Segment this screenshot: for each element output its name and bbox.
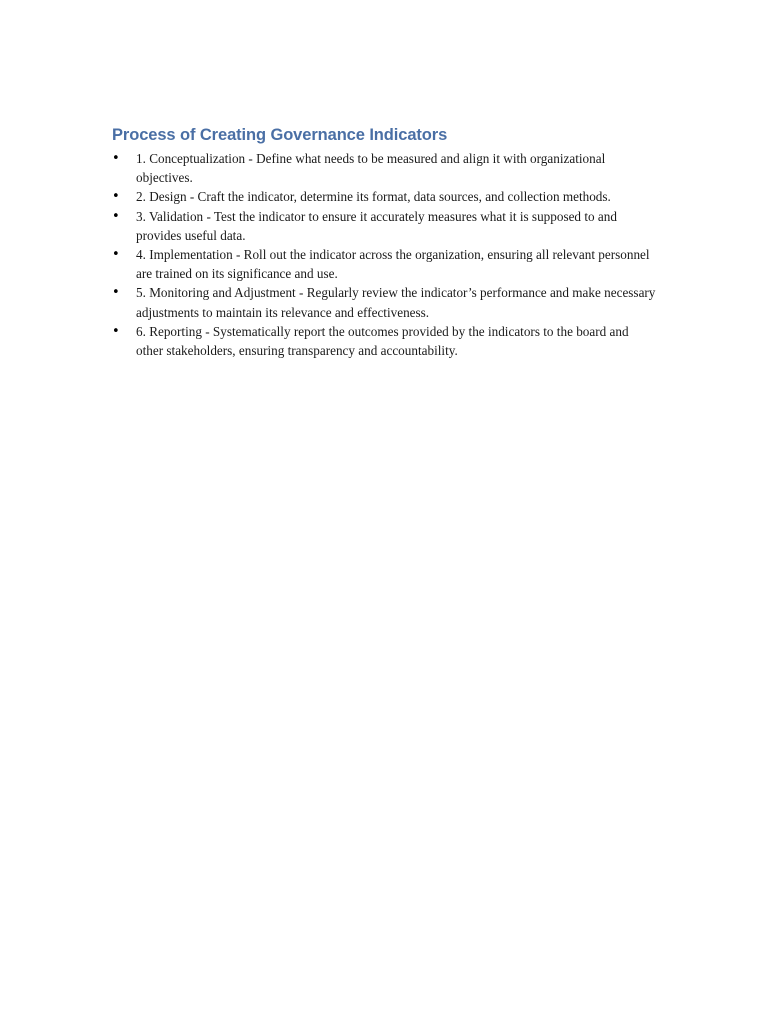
list-item-text: 1. Conceptualization - Define what needs to be measured and align it with organizational objectives.	[136, 151, 606, 186]
list-item-text: 2. Design - Craft the indicator, determine its format, data sources, and collection methods.	[136, 189, 611, 205]
list-item	[112, 187, 657, 206]
bullet-icon: •	[112, 247, 120, 263]
list-item-text: 4. Implementation - Roll out the indicator across the organization, ensuring all relevant personnel are trained on its significance and use.	[136, 247, 650, 282]
list-item-text: 5. Monitoring and Adjustment - Regularly review the indicator’s performance and make necessary adjustments to maintain its relevance and effectiveness.	[136, 285, 656, 320]
bullet-icon: •	[112, 323, 120, 339]
list-item	[112, 283, 657, 321]
list-item	[112, 245, 657, 283]
bullet-icon: •	[112, 189, 120, 205]
list-item	[112, 149, 657, 187]
list-item	[112, 322, 657, 360]
list-item-text: 6. Reporting - Systematically report the outcomes provided by the indicators to the board and other stakeholders, ensuring transparency and accountability.	[136, 323, 629, 359]
bullet-icon: •	[112, 151, 120, 166]
process-steps-list	[112, 149, 657, 360]
document-content	[112, 124, 657, 360]
section-heading: Process of Creating Governance Indicators	[112, 126, 448, 144]
list-item	[112, 207, 657, 245]
bullet-icon: •	[112, 208, 120, 224]
bullet-icon: •	[112, 285, 120, 301]
list-item-text: 3. Validation - Test the indicator to ensure it accurately measures what it is supposed to and provides useful data.	[136, 208, 617, 243]
